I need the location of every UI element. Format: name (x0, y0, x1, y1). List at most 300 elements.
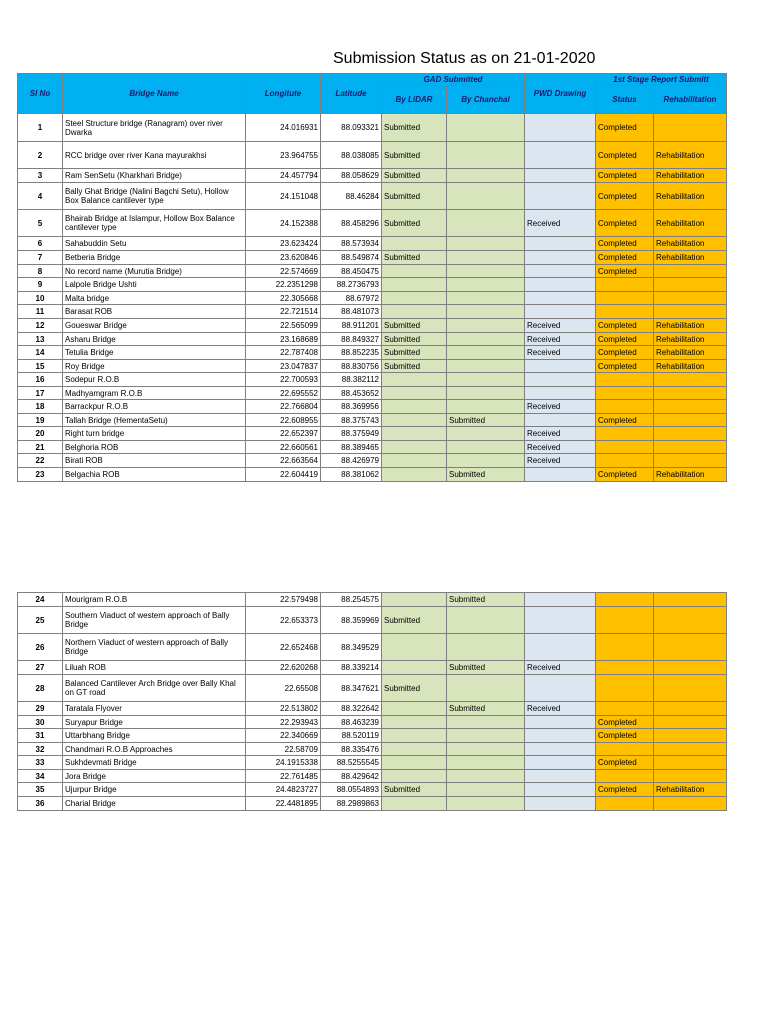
cell-latitude: 88.450475 (321, 265, 382, 278)
cell-sl-no: 28 (18, 675, 63, 702)
cell-sl-no: 4 (18, 183, 63, 210)
cell-pwd-drawing (525, 770, 596, 783)
table-row (18, 237, 727, 251)
header-status: Status (596, 86, 654, 114)
cell-by-chanchal: Submitted (447, 702, 525, 716)
table-row (18, 634, 727, 661)
cell-rehabilitation: Rehabilitation (654, 360, 727, 373)
cell-latitude: 88.058629 (321, 169, 382, 183)
cell-latitude: 88.389465 (321, 441, 382, 454)
table-row (18, 607, 727, 634)
cell-by-lidar (382, 770, 447, 783)
cell-by-lidar (382, 305, 447, 319)
cell-bridge-name: Ram SenSetu (Kharkhari Bridge) (63, 169, 246, 183)
cell-by-lidar: Submitted (382, 333, 447, 346)
cell-longitude: 22.565099 (246, 319, 321, 333)
cell-pwd-drawing (525, 593, 596, 607)
cell-bridge-name: Bhairab Bridge at Islampur, Hollow Box Balance cantilever type (63, 210, 246, 237)
cell-status (596, 797, 654, 811)
table-row (18, 373, 727, 387)
cell-bridge-name: Chandmari R.O.B Approaches (63, 743, 246, 756)
table-row (18, 797, 727, 811)
cell-by-lidar: Submitted (382, 142, 447, 169)
cell-status: Completed (596, 169, 654, 183)
cell-latitude: 88.359969 (321, 607, 382, 634)
cell-status (596, 373, 654, 387)
cell-bridge-name: Goueswar Bridge (63, 319, 246, 333)
cell-by-chanchal (447, 346, 525, 360)
cell-longitude: 22.663564 (246, 454, 321, 468)
cell-by-chanchal (447, 729, 525, 743)
cell-pwd-drawing (525, 675, 596, 702)
cell-sl-no: 27 (18, 661, 63, 675)
cell-status: Completed (596, 333, 654, 346)
cell-longitude: 22.652468 (246, 634, 321, 661)
cell-status: Completed (596, 716, 654, 729)
cell-bridge-name: Jora Bridge (63, 770, 246, 783)
cell-longitude: 22.4481895 (246, 797, 321, 811)
cell-pwd-drawing (525, 305, 596, 319)
cell-rehabilitation (654, 756, 727, 770)
cell-sl-no: 29 (18, 702, 63, 716)
cell-by-lidar (382, 373, 447, 387)
cell-sl-no: 18 (18, 400, 63, 414)
cell-longitude: 22.787408 (246, 346, 321, 360)
cell-by-chanchal (447, 756, 525, 770)
cell-rehabilitation (654, 292, 727, 305)
cell-bridge-name: Northern Viaduct of western approach of Bally Bridge (63, 634, 246, 661)
cell-pwd-drawing (525, 292, 596, 305)
cell-sl-no: 30 (18, 716, 63, 729)
cell-bridge-name: Right turn bridge (63, 427, 246, 441)
cell-pwd-drawing (525, 797, 596, 811)
cell-longitude: 23.620846 (246, 251, 321, 265)
cell-latitude: 88.038085 (321, 142, 382, 169)
cell-by-chanchal (447, 278, 525, 292)
cell-by-chanchal (447, 265, 525, 278)
cell-sl-no: 12 (18, 319, 63, 333)
cell-latitude: 88.849327 (321, 333, 382, 346)
cell-status (596, 400, 654, 414)
cell-bridge-name: Liluah ROB (63, 661, 246, 675)
cell-longitude: 22.293943 (246, 716, 321, 729)
cell-longitude: 22.652397 (246, 427, 321, 441)
cell-latitude: 88.458296 (321, 210, 382, 237)
header-rehabilitation: Rehabilitation (654, 86, 727, 114)
cell-status (596, 634, 654, 661)
header-first-stage-report: 1st Stage Report Submitt (596, 74, 727, 86)
cell-by-chanchal (447, 319, 525, 333)
cell-by-lidar (382, 387, 447, 400)
cell-by-lidar: Submitted (382, 169, 447, 183)
cell-by-lidar: Submitted (382, 319, 447, 333)
cell-status: Completed (596, 142, 654, 169)
table-row (18, 265, 727, 278)
table-row (18, 427, 727, 441)
submission-table-part-2 (17, 592, 727, 811)
cell-sl-no: 31 (18, 729, 63, 743)
table-row (18, 387, 727, 400)
cell-pwd-drawing: Received (525, 661, 596, 675)
cell-by-chanchal (447, 427, 525, 441)
cell-by-lidar (382, 400, 447, 414)
cell-status: Completed (596, 114, 654, 142)
cell-latitude: 88.429642 (321, 770, 382, 783)
table-row (18, 319, 727, 333)
cell-by-lidar (382, 702, 447, 716)
cell-rehabilitation (654, 675, 727, 702)
cell-status (596, 305, 654, 319)
cell-latitude: 88.349529 (321, 634, 382, 661)
cell-by-chanchal (447, 251, 525, 265)
cell-latitude: 88.381062 (321, 468, 382, 482)
cell-by-lidar (382, 265, 447, 278)
table-row (18, 360, 727, 373)
cell-sl-no: 22 (18, 454, 63, 468)
cell-rehabilitation (654, 373, 727, 387)
cell-by-chanchal (447, 360, 525, 373)
cell-pwd-drawing (525, 278, 596, 292)
table-row (18, 142, 727, 169)
cell-by-chanchal (447, 292, 525, 305)
cell-bridge-name: Betberia Bridge (63, 251, 246, 265)
table-row (18, 783, 727, 797)
cell-rehabilitation (654, 305, 727, 319)
cell-pwd-drawing: Received (525, 702, 596, 716)
cell-pwd-drawing: Received (525, 454, 596, 468)
cell-bridge-name: Tetulia Bridge (63, 346, 246, 360)
cell-by-chanchal (447, 441, 525, 454)
cell-by-lidar: Submitted (382, 114, 447, 142)
cell-sl-no: 1 (18, 114, 63, 142)
cell-sl-no: 14 (18, 346, 63, 360)
cell-rehabilitation: Rehabilitation (654, 210, 727, 237)
cell-status: Completed (596, 756, 654, 770)
cell-sl-no: 17 (18, 387, 63, 400)
cell-sl-no: 35 (18, 783, 63, 797)
cell-sl-no: 15 (18, 360, 63, 373)
cell-by-lidar: Submitted (382, 251, 447, 265)
cell-by-lidar (382, 441, 447, 454)
header-sl-no: Sl No (18, 74, 63, 114)
cell-status: Completed (596, 210, 654, 237)
cell-longitude: 22.340669 (246, 729, 321, 743)
table-row (18, 454, 727, 468)
cell-by-chanchal (447, 333, 525, 346)
cell-latitude: 88.46284 (321, 183, 382, 210)
cell-rehabilitation (654, 634, 727, 661)
cell-longitude: 22.660561 (246, 441, 321, 454)
cell-longitude: 23.168689 (246, 333, 321, 346)
cell-status (596, 441, 654, 454)
cell-by-lidar: Submitted (382, 346, 447, 360)
cell-longitude: 24.152388 (246, 210, 321, 237)
cell-status: Completed (596, 783, 654, 797)
cell-sl-no: 25 (18, 607, 63, 634)
cell-bridge-name: Balanced Cantilever Arch Bridge over Bally Khal on GT road (63, 675, 246, 702)
cell-by-chanchal (447, 607, 525, 634)
cell-by-chanchal (447, 716, 525, 729)
cell-by-lidar (382, 468, 447, 482)
cell-bridge-name: Tallah Bridge (HementaSetu) (63, 414, 246, 427)
cell-bridge-name: Barasat ROB (63, 305, 246, 319)
cell-sl-no: 33 (18, 756, 63, 770)
cell-bridge-name: Roy Bridge (63, 360, 246, 373)
cell-status (596, 593, 654, 607)
cell-rehabilitation (654, 770, 727, 783)
table-row (18, 716, 727, 729)
cell-rehabilitation: Rehabilitation (654, 468, 727, 482)
cell-latitude: 88.347621 (321, 675, 382, 702)
cell-by-lidar (382, 661, 447, 675)
cell-pwd-drawing (525, 251, 596, 265)
cell-rehabilitation (654, 702, 727, 716)
header-longitude: Longitute (246, 74, 321, 114)
cell-status: Completed (596, 183, 654, 210)
cell-longitude: 22.58709 (246, 743, 321, 756)
header-by-chanchal: By Chanchal (447, 86, 525, 114)
table-row (18, 210, 727, 237)
cell-latitude: 88.093321 (321, 114, 382, 142)
cell-bridge-name: Lalpole Bridge Ushti (63, 278, 246, 292)
cell-by-lidar: Submitted (382, 783, 447, 797)
page-title: Submission Status as on 21-01-2020 (333, 50, 596, 67)
cell-status (596, 454, 654, 468)
cell-by-lidar (382, 292, 447, 305)
cell-sl-no: 21 (18, 441, 63, 454)
table-row (18, 305, 727, 319)
cell-bridge-name: RCC bridge over river Kana mayurakhsi (63, 142, 246, 169)
cell-pwd-drawing: Received (525, 441, 596, 454)
cell-status (596, 292, 654, 305)
cell-rehabilitation: Rehabilitation (654, 346, 727, 360)
cell-longitude: 24.151048 (246, 183, 321, 210)
cell-rehabilitation: Rehabilitation (654, 237, 727, 251)
cell-by-chanchal (447, 210, 525, 237)
cell-by-chanchal (447, 783, 525, 797)
cell-rehabilitation (654, 743, 727, 756)
table-row (18, 333, 727, 346)
cell-pwd-drawing (525, 468, 596, 482)
cell-status: Completed (596, 468, 654, 482)
cell-by-lidar (382, 237, 447, 251)
cell-status: Completed (596, 265, 654, 278)
cell-longitude: 24.457794 (246, 169, 321, 183)
cell-by-lidar (382, 756, 447, 770)
cell-sl-no: 6 (18, 237, 63, 251)
cell-longitude: 22.766804 (246, 400, 321, 414)
cell-pwd-drawing (525, 743, 596, 756)
cell-bridge-name: Southern Viaduct of western approach of Bally Bridge (63, 607, 246, 634)
cell-latitude: 88.375949 (321, 427, 382, 441)
cell-rehabilitation: Rehabilitation (654, 319, 727, 333)
cell-by-lidar (382, 278, 447, 292)
cell-rehabilitation (654, 593, 727, 607)
cell-by-lidar: Submitted (382, 607, 447, 634)
table-row (18, 743, 727, 756)
cell-by-chanchal (447, 237, 525, 251)
cell-by-chanchal (447, 142, 525, 169)
cell-by-lidar: Submitted (382, 360, 447, 373)
cell-longitude: 22.761485 (246, 770, 321, 783)
cell-longitude: 22.579498 (246, 593, 321, 607)
cell-bridge-name: Ujurpur Bridge (63, 783, 246, 797)
cell-sl-no: 16 (18, 373, 63, 387)
cell-by-lidar (382, 427, 447, 441)
table-row (18, 702, 727, 716)
cell-status (596, 661, 654, 675)
cell-rehabilitation (654, 114, 727, 142)
cell-bridge-name: Asharu Bridge (63, 333, 246, 346)
cell-rehabilitation (654, 716, 727, 729)
cell-rehabilitation (654, 607, 727, 634)
cell-latitude: 88.375743 (321, 414, 382, 427)
table-row (18, 661, 727, 675)
cell-pwd-drawing (525, 169, 596, 183)
cell-by-lidar (382, 716, 447, 729)
cell-rehabilitation (654, 661, 727, 675)
cell-by-chanchal (447, 169, 525, 183)
cell-by-lidar (382, 797, 447, 811)
cell-status: Completed (596, 319, 654, 333)
cell-status: Completed (596, 237, 654, 251)
cell-by-chanchal (447, 743, 525, 756)
cell-rehabilitation (654, 454, 727, 468)
cell-status (596, 607, 654, 634)
cell-rehabilitation (654, 414, 727, 427)
cell-by-chanchal: Submitted (447, 661, 525, 675)
cell-latitude: 88.830756 (321, 360, 382, 373)
cell-bridge-name: Steel Structure bridge (Ranagram) over river Dwarka (63, 114, 246, 142)
cell-bridge-name: Suryapur Bridge (63, 716, 246, 729)
cell-rehabilitation: Rehabilitation (654, 142, 727, 169)
cell-rehabilitation (654, 441, 727, 454)
cell-by-lidar: Submitted (382, 210, 447, 237)
table-body-part-2 (18, 593, 727, 811)
cell-longitude: 23.047837 (246, 360, 321, 373)
cell-by-chanchal (447, 387, 525, 400)
table-row (18, 251, 727, 265)
cell-rehabilitation: Rehabilitation (654, 333, 727, 346)
cell-by-chanchal (447, 454, 525, 468)
cell-rehabilitation: Rehabilitation (654, 183, 727, 210)
cell-bridge-name: Madhyamgram R.O.B (63, 387, 246, 400)
cell-status (596, 743, 654, 756)
cell-pwd-drawing: Received (525, 319, 596, 333)
cell-by-lidar (382, 729, 447, 743)
cell-by-chanchal (447, 797, 525, 811)
cell-longitude: 22.604419 (246, 468, 321, 482)
cell-latitude: 88.0554893 (321, 783, 382, 797)
cell-bridge-name: No record name (Murutia Bridge) (63, 265, 246, 278)
cell-status: Completed (596, 251, 654, 265)
cell-bridge-name: Belgachia ROB (63, 468, 246, 482)
header-bridge-name: Bridge Name (63, 74, 246, 114)
cell-pwd-drawing (525, 237, 596, 251)
cell-bridge-name: Barrackpur R.O.B (63, 400, 246, 414)
table-row (18, 729, 727, 743)
table-body-part-1 (18, 114, 727, 482)
cell-bridge-name: Sahabuddin Setu (63, 237, 246, 251)
cell-bridge-name: Malta bridge (63, 292, 246, 305)
cell-rehabilitation (654, 427, 727, 441)
cell-latitude: 88.481073 (321, 305, 382, 319)
cell-status: Completed (596, 414, 654, 427)
cell-pwd-drawing (525, 607, 596, 634)
cell-by-chanchal (447, 183, 525, 210)
cell-by-lidar: Submitted (382, 183, 447, 210)
cell-sl-no: 34 (18, 770, 63, 783)
header-by-lidar: By LiDAR (382, 86, 447, 114)
cell-pwd-drawing (525, 729, 596, 743)
cell-pwd-drawing (525, 634, 596, 661)
table-row (18, 675, 727, 702)
cell-by-chanchal (447, 305, 525, 319)
cell-by-lidar (382, 743, 447, 756)
table-row (18, 468, 727, 482)
cell-bridge-name: Uttarbhang Bridge (63, 729, 246, 743)
cell-rehabilitation: Rehabilitation (654, 783, 727, 797)
cell-bridge-name: Birati ROB (63, 454, 246, 468)
header-gad-submitted: GAD Submitted (382, 74, 525, 86)
cell-latitude: 88.339214 (321, 661, 382, 675)
cell-latitude: 88.426979 (321, 454, 382, 468)
cell-pwd-drawing: Received (525, 346, 596, 360)
cell-rehabilitation: Rehabilitation (654, 169, 727, 183)
cell-rehabilitation (654, 278, 727, 292)
cell-status: Completed (596, 729, 654, 743)
cell-bridge-name: Belghoria ROB (63, 441, 246, 454)
cell-sl-no: 9 (18, 278, 63, 292)
cell-by-lidar: Submitted (382, 675, 447, 702)
cell-latitude: 88.335476 (321, 743, 382, 756)
cell-longitude: 22.721514 (246, 305, 321, 319)
cell-status (596, 387, 654, 400)
cell-pwd-drawing (525, 756, 596, 770)
cell-latitude: 88.67972 (321, 292, 382, 305)
cell-pwd-drawing (525, 783, 596, 797)
cell-sl-no: 20 (18, 427, 63, 441)
cell-sl-no: 32 (18, 743, 63, 756)
cell-pwd-drawing: Received (525, 427, 596, 441)
cell-bridge-name: Sodepur R.O.B (63, 373, 246, 387)
cell-pwd-drawing: Received (525, 400, 596, 414)
cell-by-chanchal: Submitted (447, 593, 525, 607)
cell-latitude: 88.463239 (321, 716, 382, 729)
cell-by-lidar (382, 593, 447, 607)
cell-latitude: 88.322642 (321, 702, 382, 716)
cell-sl-no: 11 (18, 305, 63, 319)
cell-by-chanchal: Submitted (447, 414, 525, 427)
cell-status (596, 702, 654, 716)
cell-longitude: 22.2351298 (246, 278, 321, 292)
cell-latitude: 88.549874 (321, 251, 382, 265)
table-row (18, 400, 727, 414)
cell-by-chanchal (447, 675, 525, 702)
cell-bridge-name: Bally Ghat Bridge (Nalini Bagchi Setu), Hollow Box Balance cantilever type (63, 183, 246, 210)
table-row (18, 770, 727, 783)
cell-pwd-drawing (525, 114, 596, 142)
cell-sl-no: 36 (18, 797, 63, 811)
cell-status (596, 278, 654, 292)
cell-sl-no: 19 (18, 414, 63, 427)
cell-pwd-drawing: Received (525, 210, 596, 237)
cell-sl-no: 2 (18, 142, 63, 169)
cell-longitude: 23.623424 (246, 237, 321, 251)
cell-sl-no: 13 (18, 333, 63, 346)
cell-latitude: 88.254575 (321, 593, 382, 607)
cell-pwd-drawing (525, 142, 596, 169)
